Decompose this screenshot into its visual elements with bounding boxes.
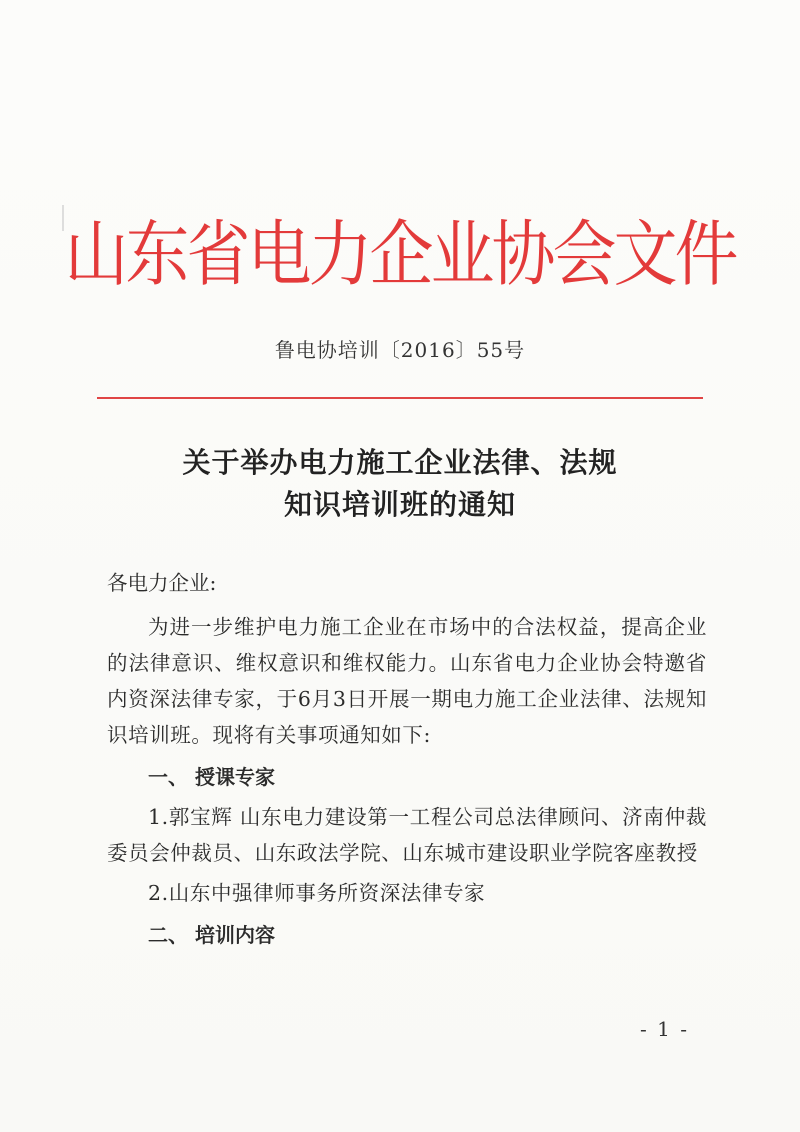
section-heading-content: 二、 培训内容 — [148, 923, 275, 947]
lecturer-item-1: 1.郭宝辉 山东电力建设第一工程公司总法律顾问、济南仲裁委员会仲裁员、山东政法学院、山东城市建设职业学院客座教授 — [107, 805, 707, 865]
intro-paragraph: 为进一步维护电力施工企业在市场中的合法权益，提高企业的法律意识、维权意识和维权能力。山东省电力企业协会特邀省内资深法律专家，于6月3日开展一期电力施工企业法律、法规知识培训班。现将有关事项通知如下: — [107, 615, 707, 747]
subject-line-1: 关于举办电力施工企业法律、法规 — [182, 446, 618, 479]
salutation: 各电力企业: — [107, 571, 217, 595]
document-number: 鲁电协培训〔2016〕55号 — [274, 338, 526, 362]
notice-subject — [0, 442, 800, 526]
lecturer-item-2: 2.山东中强律师事务所资深法律专家 — [148, 881, 486, 905]
notice-body — [107, 565, 707, 957]
section-heading-lecturers: 一、 授课专家 — [148, 765, 275, 789]
document-header-title: 山东省电力企业协会文件 — [64, 213, 736, 297]
header-divider — [97, 397, 703, 399]
page-number: - 1 - — [640, 1017, 689, 1041]
subject-line-2: 知识培训班的通知 — [283, 488, 516, 521]
